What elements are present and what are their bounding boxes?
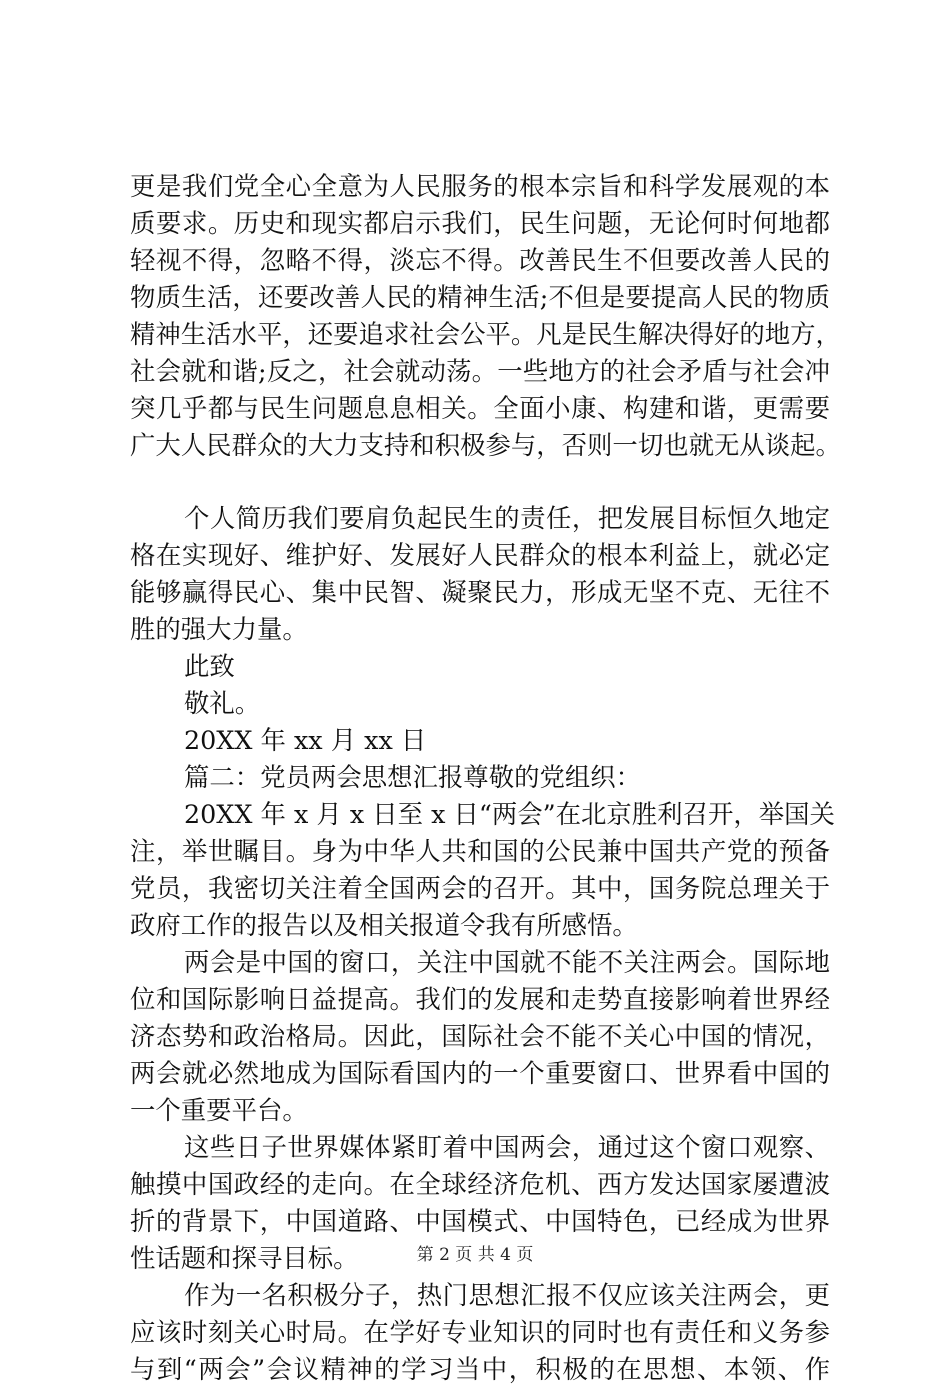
text-line: 个人简历我们要肩负起民生的责任，把发展目标恒久地定	[184, 503, 830, 533]
text-line: 性话题和探寻目标。	[130, 1243, 359, 1273]
text-line: 此致	[184, 651, 235, 681]
text-line: 能够赢得民心、集中民智、凝聚民力，形成无坚不克、无往不	[130, 577, 830, 607]
text-line: 折的背景下，中国道路、中国模式、中国特色，已经成为世界	[130, 1206, 830, 1236]
text-line: 胜的强大力量。	[130, 614, 308, 644]
text-line: 两会就必然地成为国际看国内的一个重要窗口、世界看中国的	[130, 1058, 830, 1088]
text-line: 敬礼。	[184, 688, 261, 718]
text-line: 党员，我密切关注着全国两会的召开。其中，国务院总理关于	[130, 873, 830, 903]
text-line: 质要求。历史和现实都启示我们，民生问题，无论何时何地都	[130, 208, 830, 238]
text-line: 轻视不得，忽略不得，淡忘不得。改善民生不但要改善人民的	[130, 245, 830, 275]
text-line: 济态势和政治格局。因此，国际社会不能不关心中国的情况，	[130, 1021, 830, 1051]
text-line: 两会是中国的窗口，关注中国就不能不关注两会。国际地	[184, 947, 830, 977]
text-line: 一个重要平台。	[130, 1095, 308, 1125]
text-line: 位和国际影响日益提高。我们的发展和走势直接影响着世界经	[130, 984, 830, 1014]
text-line: 广大人民群众的大力支持和积极参与，否则一切也就无从谈起。	[130, 430, 841, 460]
text-line: 这些日子世界媒体紧盯着中国两会，通过这个窗口观察、	[184, 1132, 830, 1162]
page-number-footer: 第 2 页 共 4 页	[416, 1245, 534, 1265]
text-line: 突几乎都与民生问题息息相关。全面小康、构建和谐，更需要	[130, 393, 830, 423]
text-line: 格在实现好、维护好、发展好人民群众的根本利益上，就必定	[130, 540, 830, 570]
text-line: 物质生活，还要改善人民的精神生活;不但是要提高人民的物质	[130, 282, 830, 312]
text-line: 更是我们党全心全意为人民服务的根本宗旨和科学发展观的本	[130, 171, 830, 201]
text-line: 注，举世瞩目。身为中华人共和国的公民兼中国共产党的预备	[130, 836, 830, 866]
text-line: 与到“两会”会议精神的学习当中，积极的在思想、本领、作	[130, 1354, 830, 1384]
text-line: 社会就和谐;反之，社会就动荡。一些地方的社会矛盾与社会冲	[130, 356, 830, 386]
text-line: 20XX 年 x 月 x 日至 x 日“两会”在北京胜利召开，举国关	[184, 799, 835, 829]
document-body	[130, 168, 841, 1388]
text-line: 20XX 年 xx 月 xx 日	[184, 725, 427, 755]
text-line: 精神生活水平，还要追求社会公平。凡是民生解决得好的地方，	[130, 319, 841, 349]
text-line: 应该时刻关心时局。在学好专业知识的同时也有责任和义务参	[130, 1317, 830, 1347]
text-line: 触摸中国政经的走向。在全球经济危机、西方发达国家屡遭波	[130, 1169, 830, 1199]
paragraph-gap	[130, 464, 830, 500]
text-line: 作为一名积极分子，热门思想汇报不仅应该关注两会，更	[184, 1280, 830, 1310]
text-line: 篇二：党员两会思想汇报尊敬的党组织：	[184, 762, 642, 792]
text-line: 政府工作的报告以及相关报道令我有所感悟。	[130, 910, 638, 940]
